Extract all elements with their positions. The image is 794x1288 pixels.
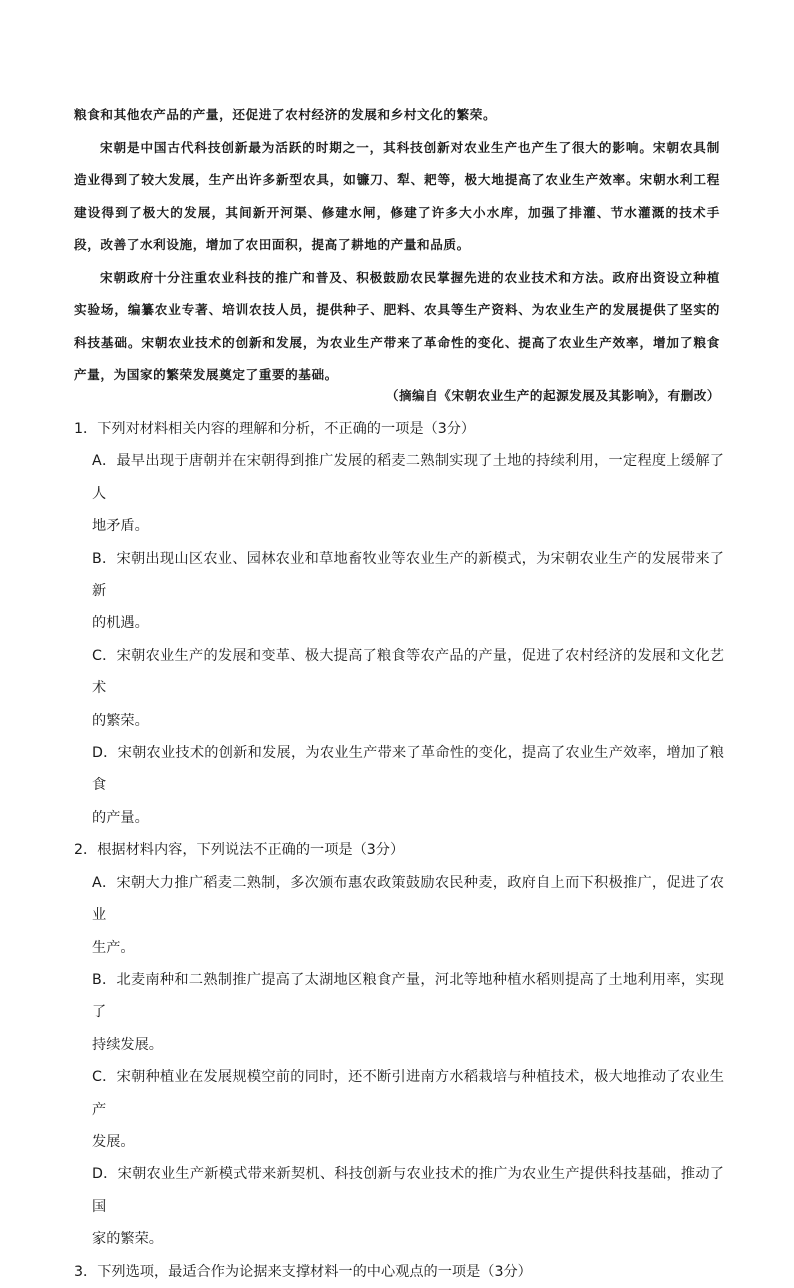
option-text-continued: 地矛盾。 <box>92 518 149 535</box>
option-text-continued: 生产。 <box>92 939 135 956</box>
option-text: D．宋朝农业生产新模式带来新契机、科技创新与农业技术的推广为农业生产提供科技基础，推动了国 <box>92 1166 724 1215</box>
option-text: B．北麦南种和二熟制推广提高了太湖地区粮食产量，河北等地种植水稻则提高了土地利用率，实现了 <box>92 971 724 1021</box>
reading-passage <box>74 99 720 392</box>
option-text: C．宋朝种植业在发展规模空前的同时，还不断引进南方水稻栽培与种植技术，极大地推动了农业生产 <box>92 1069 724 1118</box>
option-text-continued: 发展。 <box>92 1133 135 1150</box>
question-list <box>74 413 724 1288</box>
option-text-continued: 的产量。 <box>92 809 149 826</box>
option-text: D．宋朝农业技术的创新和发展，为农业生产带来了革命性的变化，提高了农业生产效率，增加了粮食 <box>92 745 724 794</box>
question-2-option-b <box>74 964 724 1061</box>
question-2-stem: 2．根据材料内容，下列说法不正确的一项是（3分） <box>74 842 405 859</box>
question-1-option-c <box>74 640 724 737</box>
option-text-continued: 家的繁荣。 <box>92 1231 163 1248</box>
passage-paragraph-2: 宋朝是中国古代科技创新最为活跃的时期之一，其科技创新对农业生产也产生了很大的影响。宋朝农具制造业得到了较大发展，生产出许多新型农具，如镰刀、犁、耙等，极大地提高了农业生产效率。宋朝水利工程建设得到了极大的发展，其间新开河渠、修建水闸，修建了许多大小水库，加强了排灌、节水灌溉的技术手段，改善了水利设施，增加了农田面积，提高了耕地的产量和品质。 <box>74 139 720 252</box>
option-text-continued: 持续发展。 <box>92 1036 163 1053</box>
option-text: B．宋朝出现山区农业、园林农业和草地畜牧业等农业生产的新模式，为宋朝农业生产的发展带来了新 <box>92 550 724 600</box>
passage-paragraph-1: 粮食和其他农产品的产量，还促进了农村经济的发展和乡村文化的繁荣。 <box>74 107 497 122</box>
question-2-option-a <box>74 867 724 964</box>
question-1-option-a <box>74 445 724 542</box>
question-2-option-d <box>74 1158 724 1255</box>
question-3-stem: 3．下列选项，最适合作为论据来支撑材料一的中心观点的一项是（3分） <box>74 1263 532 1280</box>
option-text-continued: 的繁荣。 <box>92 712 149 729</box>
option-text: A．最早出现于唐朝并在宋朝得到推广发展的稻麦二熟制实现了土地的持续利用，一定程度上缓解了人 <box>92 453 724 502</box>
question-2-option-c <box>74 1061 724 1158</box>
passage-source: （摘编自《宋朝农业生产的起源发展及其影响》，有删改） <box>385 388 720 403</box>
option-text-continued: 的机遇。 <box>92 615 149 632</box>
question-1-option-b <box>74 543 724 640</box>
passage-paragraph-3: 宋朝政府十分注重农业科技的推广和普及、积极鼓励农民掌握先进的农业技术和方法。政府出资设立种植实验场，编纂农业专著、培训农技人员，提供种子、肥料、农具等生产资料、为农业生产的发展提供了坚实的科技基础。宋朝农业技术的创新和发展，为农业生产带来了革命性的变化、提高了农业生产效率，增加了粮食产量，为国家的繁荣发展奠定了重要的基础。 <box>74 269 720 382</box>
question-1-stem: 1．下列对材料相关内容的理解和分析，不正确的一项是（3分） <box>74 421 476 437</box>
question-1-option-d <box>74 737 724 834</box>
option-text: A．宋朝大力推广稻麦二熟制，多次颁布惠农政策鼓励农民种麦，政府自上而下积极推广，促进了农业 <box>92 874 724 924</box>
option-text: C．宋朝农业生产的发展和变革、极大提高了粮食等农产品的产量，促进了农村经济的发展和文化艺术 <box>92 647 724 697</box>
